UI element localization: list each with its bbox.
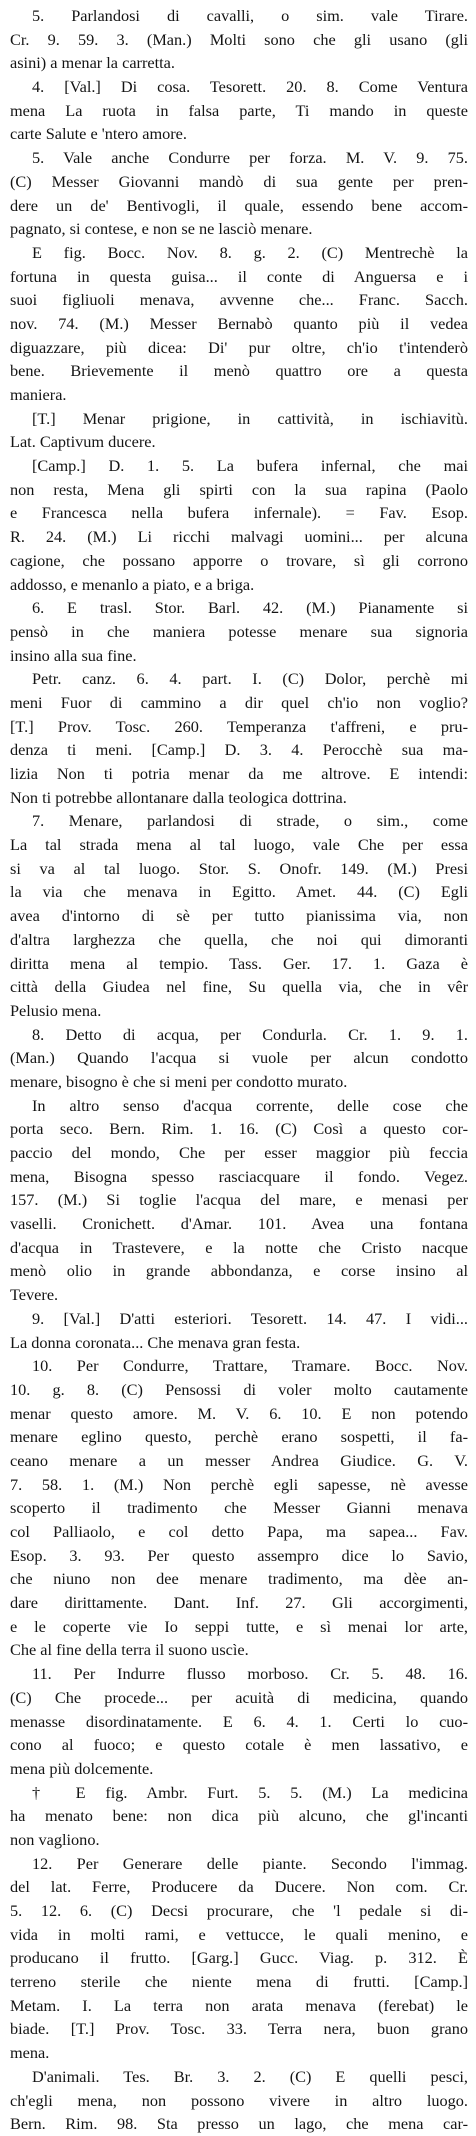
text-line: diguazzare, più dicea: Di' pur oltre, ch'io t'intenderò xyxy=(10,337,468,357)
text-line: bene. Brievemente il menò quattro ore a questa xyxy=(10,361,468,381)
text-line: D'animali. Tes. Br. 3. 2. (C) E quelli pesci, xyxy=(32,2066,468,2086)
text-line: biade. [T.] Prov. Tosc. 33. Terra nera, buon grano xyxy=(10,2019,468,2039)
text-line: 157. (M.) Si toglie l'acqua del mare, e menasi per xyxy=(10,1190,468,1210)
text-line: ceano menare a un messer Andrea Giudice. G. V. xyxy=(10,1450,468,1470)
text-line: pensò in che maniera potesse menare sua signoria xyxy=(10,621,468,641)
text-line: ha menato bene: non dica più alcuno, che gl'incanti xyxy=(10,1806,468,1826)
text-line: città della Giudea nel fine, Su quella via, che in vêr xyxy=(10,977,468,997)
text-line: paccio del mondo, Che per esser maggior più feccia xyxy=(10,1143,468,1162)
text-line: nov. 74. (M.) Messer Bernabò quanto più il vedea xyxy=(10,313,468,333)
text-line: pagnato, si contese, e non se ne lasciò menare. xyxy=(10,219,313,239)
text-line: che niuno non dee menare tradimento, ma dèe an- xyxy=(10,1569,468,1589)
text-line: ch'egli mena, non possono vivere in altro luogo. xyxy=(10,2090,468,2110)
text-line: fortuna in questa guisa... il conte di Anguersa e i xyxy=(10,266,468,286)
text-line: In altro senso d'acqua corrente, delle cose che xyxy=(32,1095,468,1115)
text-line: Cr. 9. 59. 3. (Man.) Molti sono che gli usano (gli xyxy=(10,29,468,49)
text-line: col Palliaolo, e col detto Papa, ma sapea... Fav. xyxy=(10,1522,468,1541)
text-line: e le coperte vie Io seppi tutte, e sì menai lor arte, xyxy=(10,1616,468,1636)
text-line: carte Salute e 'ntero amore. xyxy=(10,124,187,144)
text-line: 7. Menare, parlandosi di strade, o sim., come xyxy=(32,811,468,831)
text-line: e Francesca nella bufera infernale). = Fav. Esop. xyxy=(10,503,468,523)
text-line: non resta, Mena gli spirti con la sua rapina (Paolo xyxy=(10,479,468,499)
text-line: La tal strada mena al tal luogo, vale Che per essa xyxy=(10,835,468,855)
text-line: menare, bisogno è che si meni per condotto murato. xyxy=(10,1071,348,1091)
text-line: menar questo amore. M. V. 6. 10. E non potendo xyxy=(10,1403,468,1423)
text-line: dere un de' Bentivogli, il quale, essendo bene accom- xyxy=(10,195,468,215)
text-line: terreno sterile che niente mena di frutti. [Camp.] xyxy=(10,1972,468,1992)
text-line: 11. Per Indurre flusso morboso. Cr. 5. 48. 16. xyxy=(32,1664,468,1684)
text-line: 5. Vale anche Condurre per forza. M. V. 9. 75. xyxy=(32,148,468,168)
text-line: si va al tal luogo. Stor. S. Onofr. 149. (M.) Presi xyxy=(10,858,468,878)
text-line: 8. Detto di acqua, per Condurla. Cr. 1. 9. 1. xyxy=(32,1024,468,1044)
text-line: menò olio in grande abbondanza, e corse insino al xyxy=(10,1261,468,1281)
text-line: mena La ruota in falsa parte, Ti mando in queste xyxy=(10,100,468,120)
text-line: menare eglino questo, perchè erano sospetti, il fa- xyxy=(10,1427,468,1447)
text-line: R. 24. (M.) Li ricchi malvagi uomini... per alcuna xyxy=(10,527,468,547)
text-line: diritta mena al tempio. Tass. Ger. 17. 1. Gaza è xyxy=(10,953,468,973)
text-line: non vagliono. xyxy=(10,1829,100,1849)
text-line: Esop. 3. 93. Per questo assempro dice lo Savio, xyxy=(10,1545,468,1565)
text-line: maniera. xyxy=(10,385,67,404)
text-line: scoperto il tradimento che Messer Gianni menava xyxy=(10,1498,468,1518)
text-line: meni Fuor di cammino a dir quel ch'io non voglio? xyxy=(10,692,468,712)
text-line: 7. 58. 1. (M.) Non perchè egli sapesse, nè avesse xyxy=(10,1474,468,1494)
text-line: [T.] Prov. Tosc. 260. Temperanza t'affreni, e pru- xyxy=(10,716,468,736)
text-line: menasse disordinatamente. E 6. 4. 1. Certi lo cuo- xyxy=(10,1711,468,1731)
text-line: vaselli. Cronichett. d'Amar. 101. Avea una fontana xyxy=(10,1214,468,1234)
text-line: La donna coronata... Che menava gran festa. xyxy=(10,1332,301,1352)
text-line: 5. Parlandosi di cavalli, o sim. vale Tirare. xyxy=(32,6,468,25)
text-line: Non ti potrebbe allontanare dalla teologica dottrina. xyxy=(10,787,347,807)
text-line: suoi figliuoli menava, avvenne che... Franc. Sacch. xyxy=(10,290,468,310)
text-line: Lat. Captivum ducere. xyxy=(10,432,156,452)
text-line: (C) Che procede... per acuità di medicina, quando xyxy=(10,1687,468,1707)
text-line: insino alla sua fine. xyxy=(10,645,137,665)
text-line: 12. Per Generare delle piante. Secondo l'immag. xyxy=(32,1853,468,1873)
text-line: Tevere. xyxy=(10,1285,59,1305)
text-line: cono al fuoco; e questo cotale è men lassativo, e xyxy=(10,1735,468,1755)
text-line: 5. 12. 6. (C) Decsi procurare, che 'l pedale si di- xyxy=(10,1901,468,1920)
text-line: Che al fine della terra il suono uscìe. xyxy=(10,1640,249,1660)
text-line: d'acqua in Trastevere, e la notte che Cristo nacque xyxy=(10,1237,468,1257)
text-line: (C) Messer Giovanni mandò di sua gente per pren- xyxy=(10,171,468,191)
text-line: d'altra larghezza che quella, che noi qui dimoranti xyxy=(10,929,468,949)
text-line: denza ti meni. [Camp.] D. 3. 4. Perocchè sua ma- xyxy=(10,740,468,760)
text-line: Bern. Rim. 98. Sta presso un lago, che mena car- xyxy=(10,2114,468,2134)
text-line: 10. Per Condurre, Trattare, Tramare. Bocc. Nov. xyxy=(32,1356,468,1376)
text-line: [Camp.] D. 1. 5. La bufera infernal, che mai xyxy=(32,456,468,476)
text-line: addosso, e menanlo a piato, e a briga. xyxy=(10,574,255,594)
text-line: 10. g. 8. (C) Pensossi di voler molto cautamente xyxy=(10,1379,468,1399)
text-line: cagione, che possano apporre o trovare, sì gli corrono xyxy=(10,550,468,570)
text-line: porta seco. Bern. Rim. 1. 16. (C) Così a questo cor- xyxy=(10,1119,468,1139)
text-line: del lat. Ferre, Producere da Ducere. Non com. Cr. xyxy=(10,1877,468,1897)
text-line: producano il frutto. [Garg.] Gucc. Viag. p. 312. È xyxy=(10,1948,468,1968)
text-line: dare dirittamente. Dant. Inf. 27. Gli accorgimenti, xyxy=(10,1593,468,1613)
text-line: E fig. Bocc. Nov. 8. g. 2. (C) Mentrechè la xyxy=(32,242,468,262)
text-line: asini) a menar la carretta. xyxy=(10,53,175,73)
text-line: 4. [Val.] Di cosa. Tesorett. 20. 8. Come Ventura xyxy=(32,77,468,97)
text-line: la via che menava in Egitto. Amet. 44. (C) Egli xyxy=(10,882,468,902)
text-line: (Man.) Quando l'acqua si vuole per alcun condotto xyxy=(10,1048,468,1068)
text-line: lizia Non ti potria menar da me altrove. E intendi: xyxy=(10,764,468,783)
text-line: Metam. I. La terra non arata menava (ferebat) le xyxy=(10,1995,468,2015)
text-line: Petr. canz. 6. 4. part. I. (C) Dolor, perchè mi xyxy=(32,669,468,689)
text-line: mena più dolcemente. xyxy=(10,1758,154,1778)
text-line: 6. E trasl. Stor. Barl. 42. (M.) Pianamente si xyxy=(32,598,468,618)
text-line: [T.] Menar prigione, in cattività, in ischiavitù. xyxy=(32,408,468,428)
text-line: mena. xyxy=(10,2043,50,2063)
text-line: 9. [Val.] D'atti esteriori. Tesorett. 14. 47. I vidi... xyxy=(32,1308,468,1328)
text-line: mena, Bisogna spesso rasciacquare il fondo. Vegez. xyxy=(10,1166,468,1186)
text-line: Pelusio mena. xyxy=(10,1000,102,1020)
text-line: avea d'intorno di sè per tutto pianissima via, non xyxy=(10,906,468,926)
text-line: † E fig. Ambr. Furt. 5. 5. (M.) La medicina xyxy=(32,1782,468,1802)
text-line: vida in molti rami, e vettucce, le quali menino, e xyxy=(10,1924,468,1944)
